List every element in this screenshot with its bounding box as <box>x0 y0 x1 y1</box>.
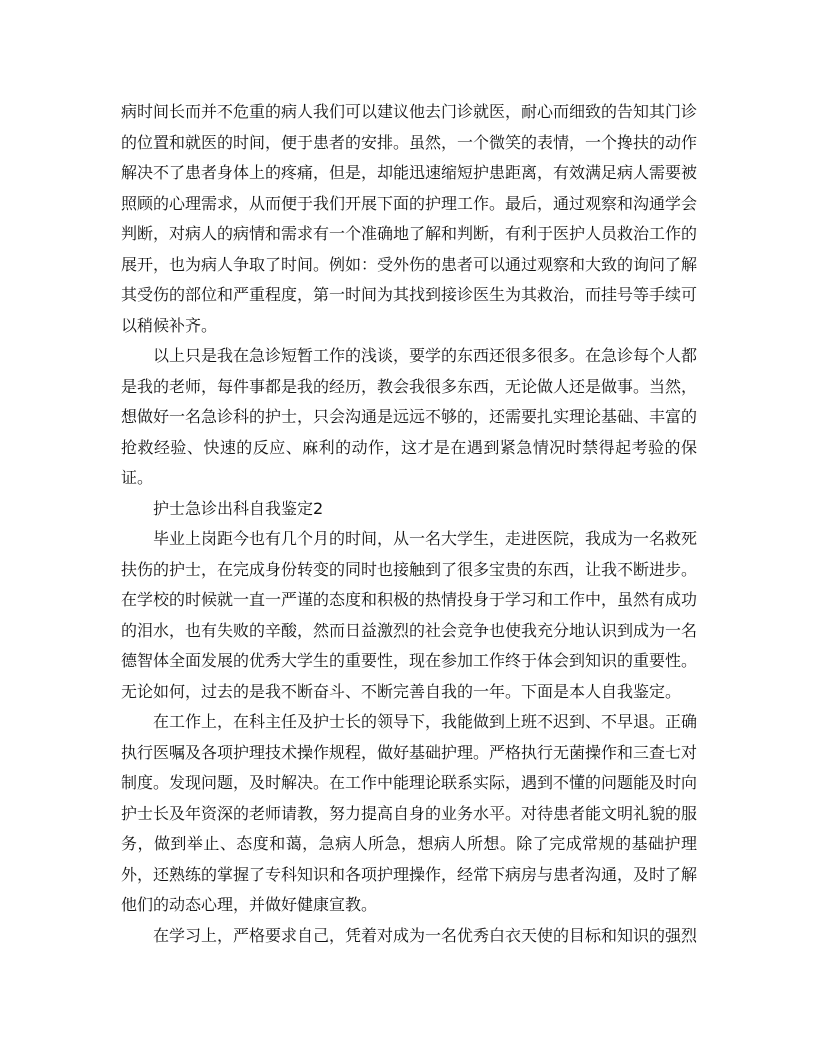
paragraph-2: 以上只是我在急诊短暂工作的浅谈，要学的东西还很多很多。在急诊每个人都是我的老师，每件事都是我的经历，教会我很多东西，无论做人还是做事。当然，想做好一名急诊科的护士，只会沟通是远远不够的，还需要扎实理论基础、丰富的抢救经验、快速的反应、麻利的动作，这才是在遇到紧急情况时禁得起考验的保证。 <box>121 346 698 487</box>
paragraph-3: 毕业上岗距今也有几个月的时间，从一名大学生，走进医院，我成为一名救死扶伤的护士，在完成身份转变的同时也接触到了很多宝贵的东西，让我不断进步。在学校的时候就一直一严谨的态度和积极的热情投身于学习和工作中，虽然有成功的泪水，也有失败的辛酸，然而日益激烈的社会竞争也使我充分地认识到成为一名德智体全面发展的优秀大学生的重要性，现在参加工作终于体会到知识的重要性。无论如何，过去的是我不断奋斗、不断完善自我的一年。下面是本人自我鉴定。 <box>121 529 698 701</box>
section-heading: 护士急诊出科自我鉴定2 <box>153 498 324 518</box>
paragraph-1: 病时间长而并不危重的病人我们可以建议他去门诊就医，耐心而细致的告知其门诊的位置和就医的时间，便于患者的安排。虽然，一个微笑的表情，一个搀扶的动作解决不了患者身体上的疼痛，但是，却能迅速缩短护患距离，有效满足病人需要被照顾的心理需求，从而便于我们开展下面的护理工作。最后，通过观察和沟通学会判断，对病人的病情和需求有一个准确地了解和判断，有利于医护人员救治工作的展开，也为病人争取了时间。例如：受外伤的患者可以通过观察和大致的询问了解其受伤的部位和严重程度，第一时间为其找到接诊医生为其救治，而挂号等手续可以稍候补齐。 <box>121 102 698 335</box>
body-text <box>121 97 697 951</box>
paragraph-4: 在工作上，在科主任及护士长的领导下，我能做到上班不迟到、不早退。正确执行医嘱及各项护理技术操作规程，做好基础护理。严格执行无菌操作和三查七对制度。发现问题，及时解决。在工作中能理论联系实际，遇到不懂的问题能及时向护士长及年资深的老师请教，努力提高自身的业务水平。对待患者能文明礼貌的服务，做到举止、态度和蔼，急病人所急，想病人所想。除了完成常规的基础护理外，还熟练的掌握了专科知识和各项护理操作，经常下病房与患者沟通，及时了解他们的动态心理，并做好健康宣教。 <box>121 712 698 914</box>
paragraph-5: 在学习上，严格要求自己，凭着对成为一名优秀白衣天使的目标和知识的强烈 <box>153 925 698 945</box>
